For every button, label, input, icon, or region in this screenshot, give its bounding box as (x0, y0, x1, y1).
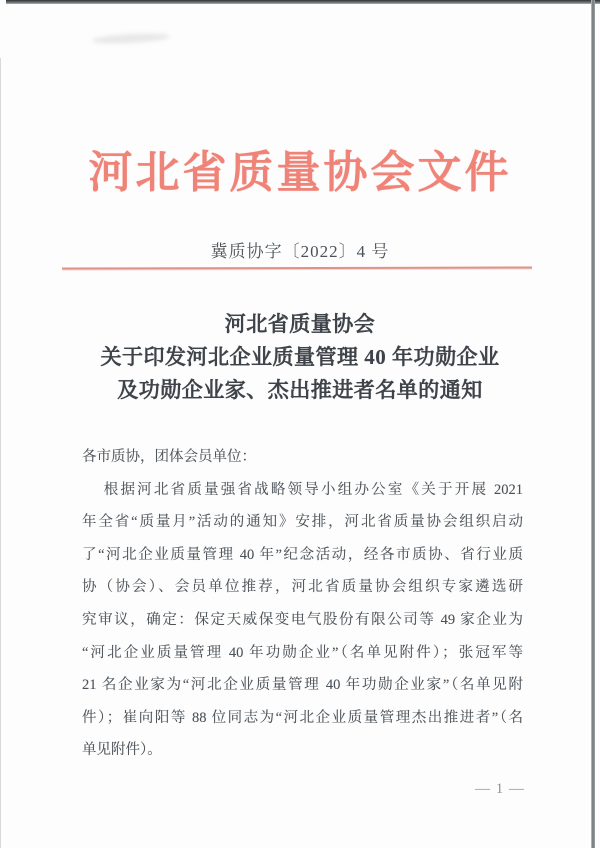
body-text-line: 究审议，确定：保定天威保变电气股份有限公司等 49 家企业为 (82, 611, 523, 628)
page-number: — 1 — (475, 781, 525, 797)
body-text-line: “河北企业质量管理 40 年功勋企业”（名单见附件）；张冠军等 (82, 644, 523, 661)
document-reference-number: 冀质协字〔2022〕4 号 (210, 242, 390, 261)
body-text-line: 根据河北省质量强省战略领导小组办公室《关于开展 2021 (103, 481, 523, 498)
document-body (82, 441, 523, 767)
scan-top-edge (6, 0, 600, 4)
body-text-line: 协（协会）、会员单位推荐，河北省质量协会组织专家遴选研 (82, 579, 523, 596)
body-text-line: 了“河北企业质量管理 40 年”纪念活动，经各市质协、省行业质 (82, 546, 523, 563)
body-salutation-line: 各市质协，团体会员单位： (82, 449, 256, 465)
document-title-line-1: 河北省质量协会 (224, 312, 376, 336)
body-text-line: 件）；崔向阳等 88 位同志为“河北企业质量管理杰出推进者”（名 (82, 709, 523, 726)
body-text-line: 单见附件）。 (82, 742, 162, 759)
letterhead-divider-rule (62, 267, 532, 270)
body-text-line: 21 名企业家为“河北企业质量管理 40 年功勋企业家”（名单见附 (82, 677, 523, 694)
document-title (0, 308, 600, 407)
document-title-line-2: 关于印发河北企业质量管理 40 年功勋企业 (100, 345, 500, 369)
scan-artifact-smudge (92, 32, 170, 45)
body-text-line: 年全省“质量月”活动的通知》安排，河北省质量协会组织启动 (82, 514, 523, 531)
scan-right-edge (591, 0, 595, 848)
letterhead-org-title: 河北省质量协会文件 (88, 148, 512, 197)
document-title-line-3: 及功勋企业家、杰出推进者名单的通知 (117, 378, 483, 402)
